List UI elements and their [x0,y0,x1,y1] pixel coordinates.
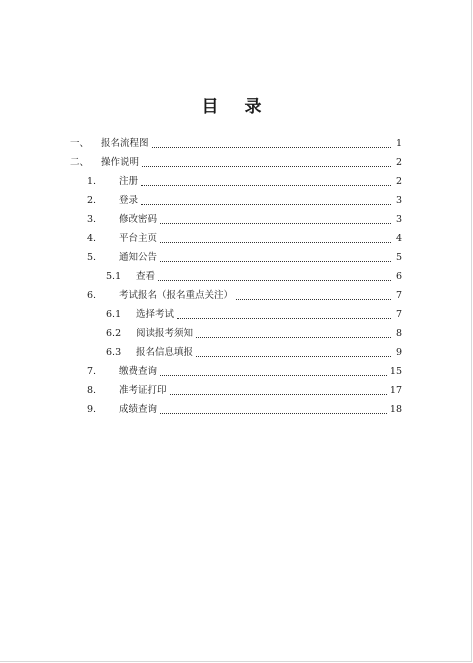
dot-leader [196,344,391,362]
toc-entry-number: 1. [87,176,97,187]
toc-entry-page: 4 [395,233,402,244]
dot-leader [141,173,391,191]
toc-entry[interactable] [106,268,402,286]
toc-entry-number: 5.1 [106,271,122,282]
toc-entry-page: 17 [389,385,402,396]
toc-title: 目 录 [201,97,272,117]
toc-entry-number: 6.3 [106,347,122,358]
toc-entry-number: 6. [87,290,97,301]
toc-entry-label: 平台主页 [119,233,158,244]
toc-entry-number: 二、 [70,157,90,168]
toc-entry-page: 6 [395,271,402,282]
dot-leader [141,192,391,210]
toc-entry-label: 缴费查询 [119,366,158,377]
toc-entry[interactable] [87,249,402,267]
toc-entry-page: 5 [395,252,402,263]
toc-entry-label: 修改密码 [119,214,158,225]
toc-entry-label: 报名流程图 [101,138,149,149]
toc-entry[interactable] [70,154,402,172]
toc-entry-page: 7 [395,309,402,320]
dot-leader [160,230,391,248]
toc-entry-number: 6.2 [106,328,122,339]
dot-leader [160,249,391,267]
toc-entry-number: 2. [87,195,97,206]
toc-entry-page: 15 [389,366,402,377]
toc-entry-label: 通知公告 [119,252,158,263]
toc-entry-label: 登录 [119,195,139,206]
toc-entry-number: 6.1 [106,309,122,320]
dot-leader [160,401,387,419]
toc-entry-label: 注册 [119,176,139,187]
dot-leader [160,363,387,381]
toc-entry-page: 2 [395,176,402,187]
toc-entry-page: 2 [395,157,402,168]
toc-entry-label: 成绩查询 [119,404,158,415]
toc-entry[interactable] [87,382,402,400]
toc-entry[interactable] [87,192,402,210]
toc-entry-label: 报名信息填报 [136,347,194,358]
toc-entry-label: 阅读报考须知 [136,328,194,339]
toc-entry-page: 9 [395,347,402,358]
toc-entry[interactable] [106,344,402,362]
dot-leader [160,211,391,229]
toc-entry-label: 操作说明 [101,157,140,168]
toc-entry-page: 1 [395,138,402,149]
toc-entry-label: 选择考试 [136,309,175,320]
toc-entry[interactable] [87,363,402,381]
toc-entry[interactable] [87,401,402,419]
dot-leader [177,306,391,324]
dot-leader [170,382,387,400]
toc-entry-page: 7 [395,290,402,301]
toc-entry-page: 8 [395,328,402,339]
toc-entry-number: 5. [87,252,97,263]
toc-entry-label: 准考证打印 [119,385,167,396]
toc-entry[interactable] [87,287,402,305]
toc-entry-label: 查看 [136,271,156,282]
toc-entry[interactable] [87,173,402,191]
toc-entry-number: 7. [87,366,97,377]
dot-leader [158,268,391,286]
toc-entry[interactable] [70,135,402,153]
toc-entry[interactable] [106,306,402,324]
toc-entry[interactable] [87,230,402,248]
toc-entry[interactable] [106,325,402,343]
toc-entry-number: 4. [87,233,97,244]
toc-entry-number: 一、 [70,138,90,149]
toc-entry-page: 18 [389,404,402,415]
dot-leader [142,154,391,172]
toc-entry-label: 考试报名（报名重点关注） [119,290,234,301]
toc-entry-page: 3 [395,195,402,206]
toc-entry-number: 8. [87,385,97,396]
toc-entry[interactable] [87,211,402,229]
dot-leader [196,325,391,343]
toc-entry-number: 9. [87,404,97,415]
dot-leader [236,287,391,305]
toc-entry-page: 3 [395,214,402,225]
toc-entry-number: 3. [87,214,97,225]
dot-leader [152,135,391,153]
